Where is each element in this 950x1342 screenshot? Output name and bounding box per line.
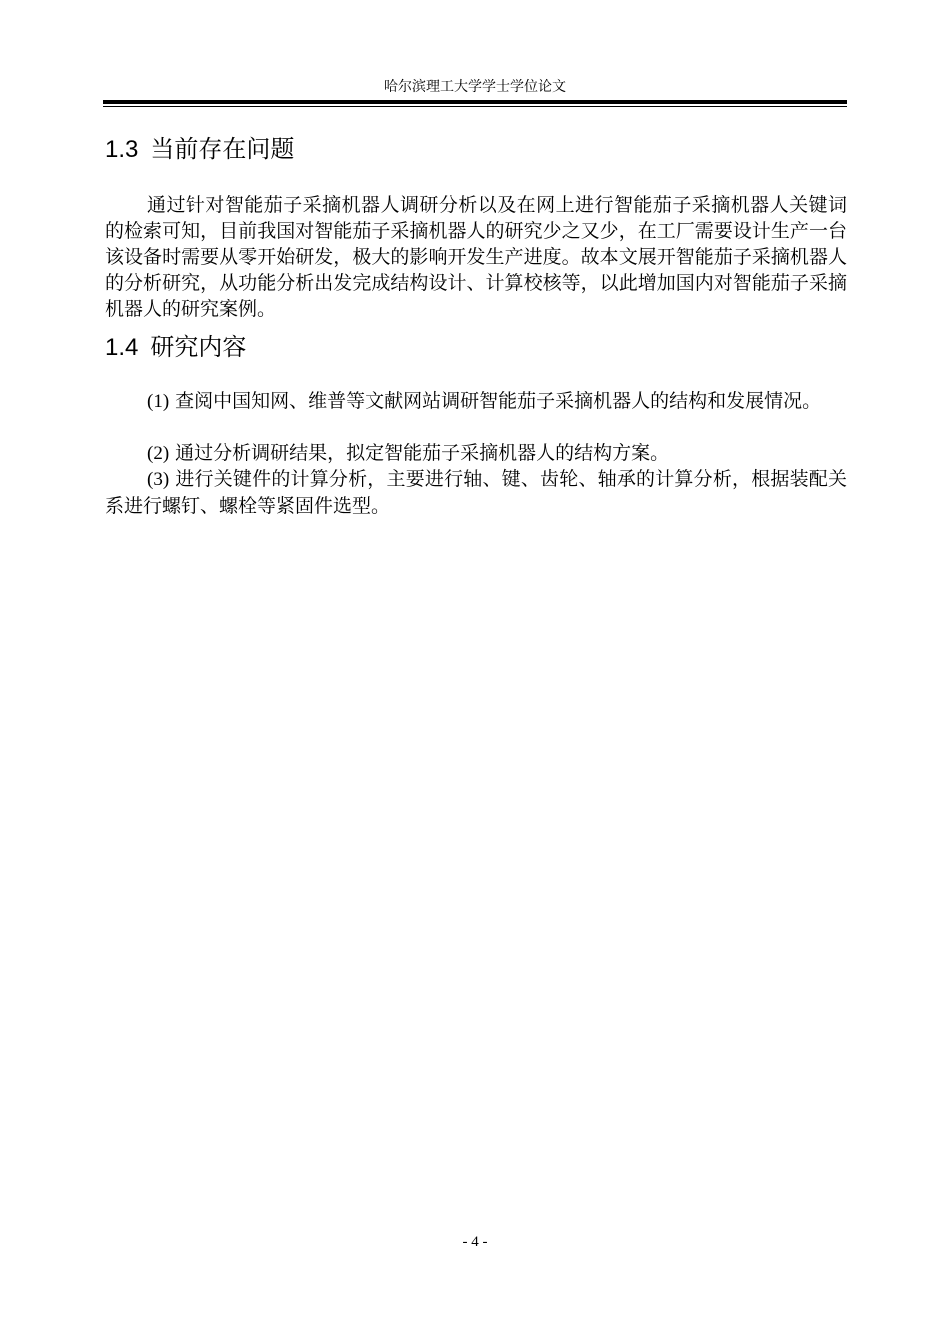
research-item-2 xyxy=(105,440,847,467)
item-marker: (1) xyxy=(147,391,170,412)
section-number: 1.4 xyxy=(105,334,139,361)
section-title: 当前存在问题 xyxy=(150,135,295,163)
section-title: 研究内容 xyxy=(150,333,247,361)
section-1-3-paragraph: 通过针对智能茄子采摘机器人调研分析以及在网上进行智能茄子采摘机器人关键词的检索可知，目前我国对智能茄子采摘机器人的研究少之又少，在工厂需要设计生产一台该设备时需要从零开始研发，极大的影响开发生产进度。故本文展开智能茄子采摘机器人的分析研究，从功能分析出发完成结构设计、计算校核等，以此增加国内对智能茄子采摘机器人的研究案例。 xyxy=(105,194,847,320)
header-rule-thick xyxy=(103,100,847,104)
research-item-3 xyxy=(105,466,847,519)
item-text: 通过分析调研结果，拟定智能茄子采摘机器人的结构方案。 xyxy=(175,442,670,464)
item-text: 查阅中国知网、维普等文献网站调研智能茄子采摘机器人的结构和发展情况。 xyxy=(175,390,822,412)
item-text: 进行关键件的计算分析，主要进行轴、键、齿轮、轴承的计算分析，根据装配关系进行螺钉、螺栓等紧固件选型。 xyxy=(105,468,847,517)
section-heading-1-4 xyxy=(105,332,246,363)
section-heading-1-3 xyxy=(105,134,294,165)
research-item-1 xyxy=(105,388,847,415)
section-number: 1.3 xyxy=(105,136,139,163)
running-header: 哈尔滨理工大学学士学位论文 xyxy=(384,79,566,95)
item-marker: (2) xyxy=(147,443,170,464)
item-marker: (3) xyxy=(147,469,170,490)
page-number: - 4 - xyxy=(462,1234,488,1250)
header-rule-thin xyxy=(103,106,847,107)
